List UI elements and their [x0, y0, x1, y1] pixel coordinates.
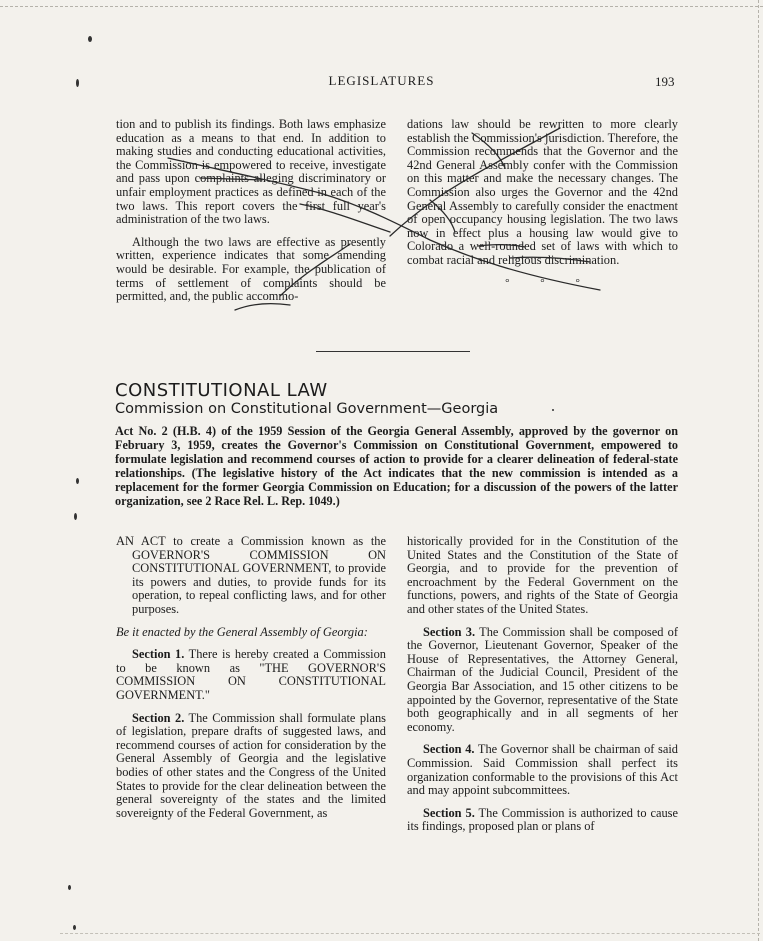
section-divider [316, 351, 470, 352]
scan-border-bottom [60, 933, 760, 934]
act-section-2 [116, 712, 386, 821]
act-preamble: AN ACT to create a Commission known as the GOVERNOR'S COMMISSION ON CONSTITUTIONAL GOVERNMENT, to provide its powers and duties, to provide funds for its operation, to repeal conflicting laws, and for other purposes. [116, 534, 386, 616]
section-text: The Governor shall be chairman of said Commission. Said Commission shall perfect its organization conformable to the provisions of this Act and may appoint subcommittees. [407, 742, 678, 798]
section-label: Section 2. [132, 710, 185, 725]
section-label: Section 4. [423, 742, 475, 757]
section-ornament: ° ° ° [505, 276, 594, 289]
scan-speck [76, 478, 79, 484]
top-left-column [116, 118, 386, 313]
section-2-continuation: historically provided for in the Constitution of the United States and the Constitution of the State of Georgia, and to provide for the prevention of encroachment by the Federal Government on the functions, powers, and rights of the State of Georgia and other states of the United States. [407, 534, 678, 616]
scan-speck [552, 409, 554, 411]
act-right-column [407, 535, 678, 843]
scan-border-top [0, 6, 763, 7]
paragraph: tion and to publish its findings. Both laws emphasize education as a means to that end. In addition to making studies and conducting educational activities, the Commission is empowered to receive, investigate and pass upon complaints alleging discriminatory or unfair employment practices as defined in each of the two laws. This report covers the first full year's administration of the two laws. [116, 117, 386, 227]
section-label: Section 5. [423, 805, 475, 820]
scan-speck [68, 885, 71, 890]
act-section-3 [407, 626, 678, 735]
act-section-4 [407, 743, 678, 797]
section-title: CONSTITUTIONAL LAW [115, 380, 328, 401]
scan-speck [73, 925, 76, 930]
section-subtitle: Commission on Constitutional Government—Georgia [115, 401, 499, 417]
act-section-5 [407, 807, 678, 834]
section-text: The Commission shall formulate plans of legislation, prepare drafts of suggested laws, and recommend courses of action for consideration by the General Assembly of Georgia and the legislative bodies of other states and the Congress of the United States to provide for the clear delineation between the general sovereignty of the states and the limited sovereignty of the Federal Government, as [116, 710, 386, 820]
section-text: The Commission shall be composed of the Governor, Lieutenant Governor, Speaker of the House of Representatives, the Attorney General, Chairman of the Judicial Council, President of the Georgia Bar Association, and 15 other citizens to be appointed by the Governor, representative of the State both geographically and in all segments of her economy. [407, 624, 678, 734]
section-label: Section 1. [132, 647, 185, 662]
paragraph: dations law should be rewritten to more clearly establish the Commission's jurisdiction. Therefore, the Commission recommends that the Governor and the 42nd General Assembly confer with the Commission on this matter and make the necessary changes. The Commission also urges the Governor and the 42nd General Assembly to carefully consider the enactment of open occupancy housing legislation. The two laws now in effect plus a housing law would give to Colorado a well-rounded set of laws with which to combat racial and religious discrimination. [407, 117, 678, 267]
scan-border-right [758, 0, 759, 941]
section-text: The Commission is authorized to cause its findings, proposed plan or plans of [407, 805, 678, 834]
top-right-column [407, 118, 678, 290]
act-left-column [116, 535, 386, 829]
section-text: There is hereby created a Commission to be known as "THE GOVERNOR'S COMMISSION ON CONSTITUTIONAL GOVERNMENT." [116, 647, 386, 702]
page-number: 193 [655, 74, 675, 89]
section-label: Section 3. [423, 624, 476, 639]
scan-speck [74, 513, 77, 520]
headnote: Act No. 2 (H.B. 4) of the 1959 Session of the Georgia General Assembly, approved by the governor on February 3, 1959, creates the Governor's Commission on Constitutional Government, empowered to formulate legislation and recommend courses of action to provide for a clearer delineation of federal-state relationships. (The legislative history of the Act indicates that the new commission is intended as a replacement for the former Georgia Commission on Education; for a discussion of the powers of the latter organization, see 2 Race Rel. L. Rep. 1049.) [115, 424, 678, 508]
enacting-clause: Be it enacted by the General Assembly of Georgia: [116, 624, 368, 639]
scan-speck [88, 36, 92, 42]
paragraph: Although the two laws are effective as presently written, experience indicates that some amending would be desirable. For example, the publication of terms of settlement of complaints should be permitted, and, the public accommo- [116, 234, 386, 304]
running-head: LEGISLATURES [328, 73, 435, 88]
act-section-1 [116, 648, 386, 702]
